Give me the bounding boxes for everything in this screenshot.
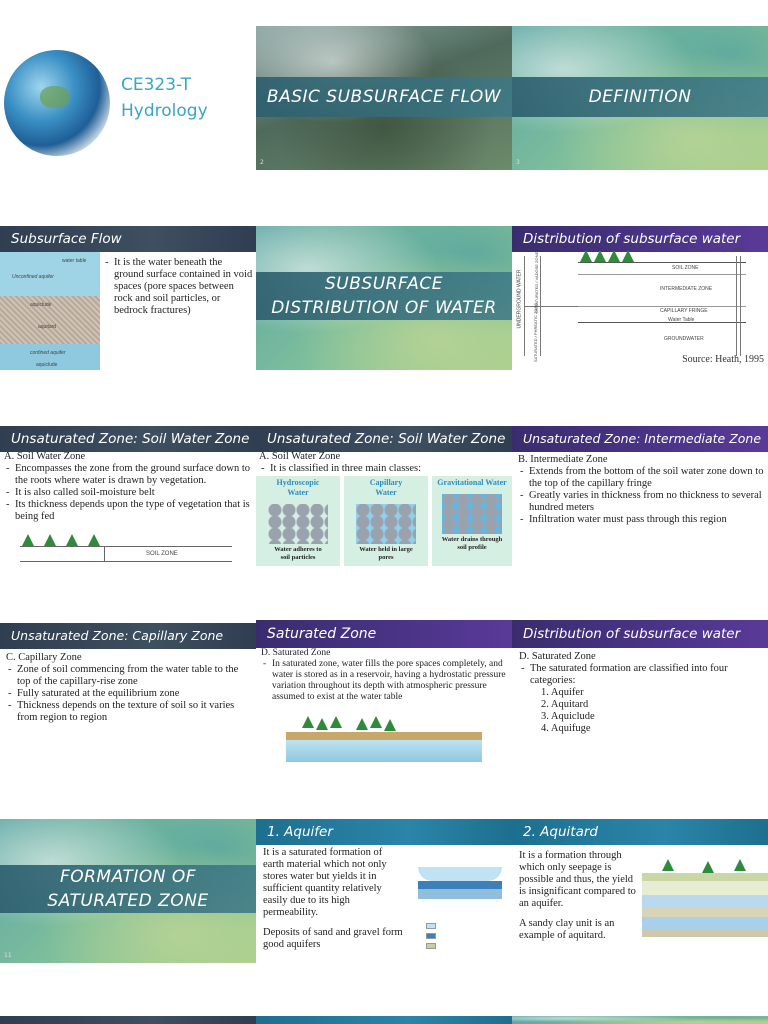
class-desc: Water held in large pores [359,546,413,561]
bullet-item: - Infiltration water must pass through this region [518,514,764,526]
slide-body [4,451,254,523]
slide-soil-water-zone-1[interactable] [0,426,256,570]
slide-partial-3[interactable] [512,1016,768,1024]
class-panel [256,476,340,566]
aquifer-diagram [0,252,100,370]
bullet-item: - It is classified in three main classes: [259,463,509,475]
slide-aquitard[interactable] [512,819,768,963]
fig-label: aquiclude [36,362,58,368]
aquitard-figure [642,857,768,937]
bullet-item: - It is the water beneath the ground surface contained in void spaces (pore spaces between rock and soil particles, or bedrock fractures) [103,257,253,317]
bullet-item: - Zone of soil commencing from the water table to the top of the capillary-rise zone [6,664,252,688]
paragraph: A sandy clay unit is an example of aquitard. [519,918,615,941]
bullet-item: - Extends from the bottom of the soil water zone down to the top of the capillary fringe [518,466,764,490]
lead-text: D. Saturated Zone [261,648,331,658]
slide-number: 2 [260,159,264,166]
fig-label: WELL [734,248,748,254]
fig-label: GROUNDWATER [664,336,704,342]
slide-banner-title: DEFINITION [512,77,768,117]
slide-header: Saturated Zone [256,620,512,648]
fig-label: Unconfined aquifer [12,274,54,280]
fig-label: SOIL ZONE [672,265,699,271]
slide-header [256,1016,512,1024]
slide-body [6,652,252,724]
slide-body [103,257,253,317]
bullet-item: - Fully saturated at the equilibrium zone [6,688,252,700]
aquifer-figure [408,843,508,961]
soil-zone-figure [20,534,232,562]
class-name: Gravitational Water [437,478,507,487]
lead-text: C. Capillary Zone [6,652,82,663]
bullet-item: - The saturated formation are classified into four categories: [519,663,763,687]
slide-body [261,648,509,703]
slide-soil-water-zone-2[interactable] [256,426,512,570]
course-subject: Hydrology [121,101,208,121]
class-panel [344,476,428,566]
slide-formation-of-saturated-zone[interactable] [0,819,256,963]
fig-label: water table [62,258,87,264]
class-desc: Water drains through soil profile [441,536,503,551]
slide-number: 11 [4,952,12,959]
slide-header: 2. Aquitard [512,819,768,845]
fig-label: aquitard [38,324,57,330]
slide-title[interactable] [0,26,256,170]
slide-banner-title: FORMATION OF SATURATED ZONE [0,865,256,913]
globe-land [40,86,70,108]
slide-body [519,850,641,942]
slide-capillary-zone[interactable] [0,623,256,767]
slide-distribution-of-subsurface-water[interactable] [512,226,768,370]
bullet-item: - Greatly varies in thickness from no thickness to several hundred meters [518,490,764,514]
lead-text: A. Soil Water Zone [4,451,86,462]
bullet-item: - It is also called soil-moisture belt [4,487,254,499]
slide-body [259,451,509,475]
slide-subsurface-flow[interactable] [0,226,256,370]
lead-text: A. Soil Water Zone [259,451,341,462]
slide-header: 1. Aquifer [256,819,512,845]
fig-label: CAPILLARY FRINGE [660,308,708,314]
slide-header: Unsaturated Zone: Intermediate Zone [512,426,768,452]
source-caption: Source: Heath, 1995 [682,354,764,365]
slide-body [518,454,764,526]
slide-aquifer[interactable] [256,819,512,963]
slide-partial-2[interactable] [256,1016,512,1024]
slide-header: Distribution of subsurface water [512,620,768,648]
fig-label: Water Table [668,317,695,323]
bullet-item: - Encompasses the zone from the ground surface down to the roots where water is drawn by vegetation. [4,463,254,487]
saturated-zone-figure [286,716,482,762]
slide-body [263,847,403,951]
course-code: CE323-T [121,75,192,95]
list-item: 3. Aquiclude [541,711,595,722]
class-desc: Water adheres to soil particles [274,546,322,561]
paragraph: Deposits of sand and gravel form good aquifers [263,927,403,950]
paragraph: It is a formation through which only seepage is possible and thus, the yield is insignificant compared to an aquifer. [519,850,636,909]
slide-body [519,651,763,735]
slide-intermediate-zone[interactable] [512,426,768,570]
fig-label: INTERMEDIATE ZONE [660,286,713,292]
slide-banner-title: SUBSURFACE DISTRIBUTION OF WATER [256,272,512,320]
slide-definition[interactable] [512,26,768,170]
slide-distribution-categories[interactable] [512,620,768,764]
slide-header: Unsaturated Zone: Soil Water Zone [0,426,256,452]
slide-partial-1[interactable] [0,1016,256,1024]
water-classes-figure [256,476,512,566]
slide-header: Distribution of subsurface water [512,226,768,252]
slide-subsurface-distribution[interactable] [256,226,512,370]
fig-label: aquiclude [30,302,52,308]
slide-header: Unsaturated Zone: Capillary Zone [0,623,256,649]
list-item: 4. Aquifuge [541,723,591,734]
bullet-item: - Its thickness depends upon the type of vegetation that is being fed [4,499,254,523]
slide-header [0,1016,256,1024]
slide-number: 3 [516,159,520,166]
fig-label: confined aquifer [30,350,66,356]
class-name: Hydroscopic Water [276,478,320,497]
lead-text: B. Intermediate Zone [518,454,608,465]
fig-label: SOIL ZONE [146,551,178,557]
class-panel [432,476,512,566]
fig-label: UNDERGROUND WATER [516,269,523,329]
slide-saturated-zone[interactable] [256,620,512,764]
bullet-item: - In saturated zone, water fills the pore spaces completely, and water is stored as in a reservoir, having a hydrostatic pressure variation throughout its depth with atmospheric pressure assumed to exist at the water table [261,659,509,703]
bullet-item: - Thickness depends on the texture of soil so it varies from region to region [6,700,252,724]
lead-text: D. Saturated Zone [519,651,596,662]
paragraph: It is a saturated formation of earth material which not only stores water but yields it in sufficient quantity relatively easily due to its high permeability. [263,847,387,918]
slide-basic-subsurface-flow[interactable] [256,26,512,170]
list-item: 1. Aquifer [541,687,584,698]
slide-header: Unsaturated Zone: Soil Water Zone [256,426,512,452]
fig-label: UNSATURATED / VADOSE ZONE [534,251,540,314]
slide-header: Subsurface Flow [0,226,256,252]
fig-label: SATURATED / PHREATIC ZONE [533,302,539,363]
class-name: Capillary Water [369,478,403,497]
list-item: 2. Aquitard [541,699,589,710]
slide-banner-title: BASIC SUBSURFACE FLOW [256,77,512,117]
